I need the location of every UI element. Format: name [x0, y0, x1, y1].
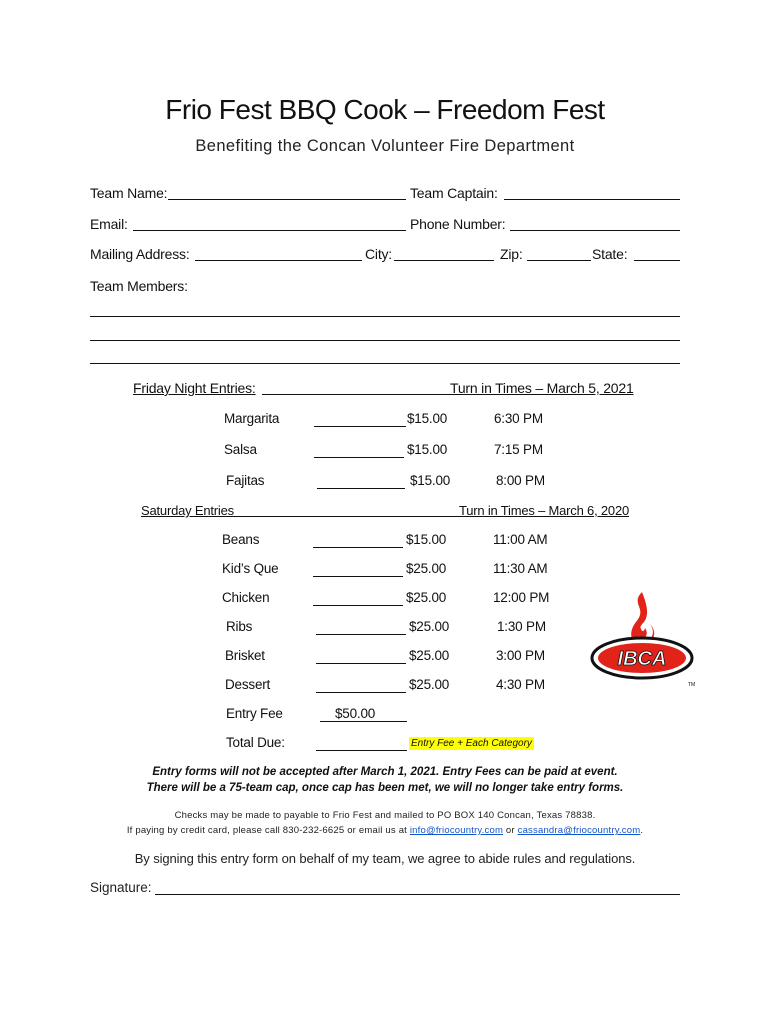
ibca-flame-logo-icon — [590, 586, 700, 694]
page-subtitle: Benefiting the Concan Volunteer Fire Department — [195, 137, 575, 155]
team-members-line-1[interactable] — [90, 316, 680, 317]
friday-entry-line[interactable] — [317, 488, 405, 489]
friday-entry-price: $15.00 — [410, 473, 451, 488]
saturday-entry-time: 11:00 AM — [493, 532, 548, 547]
team-members-line-3[interactable] — [90, 363, 680, 364]
friday-turn-in-heading: Turn in Times – March 5, 2021 — [450, 380, 634, 396]
friday-entry-name: Fajitas — [226, 473, 265, 488]
friday-entry-time: 6:30 PM — [494, 411, 543, 426]
entry-fee-line — [320, 721, 407, 722]
saturday-entry-name: Dessert — [225, 677, 271, 692]
saturday-entry-line[interactable] — [316, 663, 406, 664]
saturday-entry-name: Ribs — [226, 619, 253, 634]
zip-field[interactable] — [527, 260, 591, 261]
saturday-entry-time: 12:00 PM — [493, 590, 550, 605]
team-cap-note: There will be a 75-team cap, once cap has been met, we will no longer take entry forms. — [146, 782, 624, 794]
email-field[interactable] — [133, 230, 406, 231]
entry-fee-label: Entry Fee — [226, 706, 283, 721]
phone-number-label: Phone Number: — [410, 216, 506, 232]
ibca-tm-mark: TM — [688, 682, 696, 688]
saturday-entry-line[interactable] — [313, 605, 403, 606]
saturday-entry-price: $25.00 — [406, 590, 447, 605]
team-name-label: Team Name: — [90, 185, 168, 201]
saturday-entry-name: Beans — [222, 532, 260, 547]
saturday-entry-time: 3:00 PM — [496, 648, 545, 663]
saturday-turn-in-heading: Turn in Times – March 6, 2020 — [459, 503, 630, 518]
friday-entry-price: $15.00 — [407, 411, 448, 426]
friday-entries-heading: Friday Night Entries: — [133, 380, 256, 396]
signature-field[interactable] — [155, 894, 680, 895]
saturday-entry-price: $15.00 — [406, 532, 447, 547]
saturday-entry-line[interactable] — [313, 547, 403, 548]
saturday-entry-name: Kid’s Que — [222, 561, 279, 576]
total-due-field[interactable] — [316, 750, 407, 751]
team-members-line-2[interactable] — [90, 340, 680, 341]
or-text: or — [505, 825, 515, 836]
team-name-field[interactable] — [168, 199, 406, 200]
friday-entry-line[interactable] — [314, 426, 406, 427]
checks-instructions: Checks may be made to payable to Frio Fest and mailed to PO BOX 140 Concan, Texas 78838. — [174, 810, 596, 821]
city-label: City: — [365, 246, 393, 262]
saturday-entry-name: Chicken — [222, 590, 270, 605]
signature-label: Signature: — [90, 880, 152, 895]
zip-label: Zip: — [500, 246, 523, 262]
saturday-entry-time: 1:30 PM — [497, 619, 546, 634]
saturday-heading-rule — [233, 516, 459, 517]
saturday-entry-time: 4:30 PM — [496, 677, 545, 692]
saturday-entry-price: $25.00 — [409, 648, 450, 663]
page-title: Frio Fest BBQ Cook – Freedom Fest — [165, 94, 605, 125]
friday-entry-time: 8:00 PM — [496, 473, 545, 488]
entry-fee-value: $50.00 — [335, 706, 376, 721]
saturday-entry-line[interactable] — [313, 576, 403, 577]
saturday-entry-line[interactable] — [316, 634, 406, 635]
saturday-entry-line[interactable] — [316, 692, 406, 693]
ibca-logo-text: IBCA — [617, 648, 667, 670]
saturday-entry-price: $25.00 — [406, 561, 447, 576]
email-link-info[interactable]: info@friocountry.com — [409, 825, 504, 836]
friday-entry-price: $15.00 — [407, 442, 448, 457]
saturday-entry-price: $25.00 — [409, 619, 450, 634]
card-instructions — [0, 825, 770, 836]
friday-entry-time: 7:15 PM — [494, 442, 543, 457]
team-members-label: Team Members: — [90, 278, 188, 294]
agreement-statement: By signing this entry form on behalf of my team, we agree to abide rules and regulations. — [134, 851, 636, 866]
team-captain-field[interactable] — [504, 199, 680, 200]
friday-entry-name: Salsa — [224, 442, 257, 457]
mailing-address-label: Mailing Address: — [90, 246, 190, 262]
ibca-logo — [590, 586, 700, 694]
saturday-entries-heading: Saturday Entries — [141, 503, 234, 518]
saturday-entry-price: $25.00 — [409, 677, 450, 692]
team-captain-label: Team Captain: — [410, 185, 498, 201]
email-link-cassandra[interactable]: cassandra@friocountry.com — [517, 825, 641, 836]
deadline-note: Entry forms will not be accepted after March 1, 2021. Entry Fees can be paid at event. — [152, 766, 618, 778]
total-due-note: Entry Fee + Each Category — [411, 738, 532, 749]
total-due-label: Total Due: — [226, 735, 285, 750]
saturday-entry-time: 11:30 AM — [493, 561, 548, 576]
email-label: Email: — [90, 216, 128, 232]
phone-number-field[interactable] — [510, 230, 680, 231]
period-text: . — [640, 825, 644, 836]
state-label: State: — [592, 246, 628, 262]
friday-entry-line[interactable] — [314, 457, 404, 458]
city-field[interactable] — [394, 260, 494, 261]
saturday-entry-name: Brisket — [225, 648, 265, 663]
mailing-address-field[interactable] — [195, 260, 362, 261]
card-instructions-text: If paying by credit card, please call 830-232-6625 or email us at — [126, 825, 408, 836]
friday-entry-name: Margarita — [224, 411, 280, 426]
friday-heading-rule — [262, 394, 450, 395]
state-field[interactable] — [634, 260, 680, 261]
